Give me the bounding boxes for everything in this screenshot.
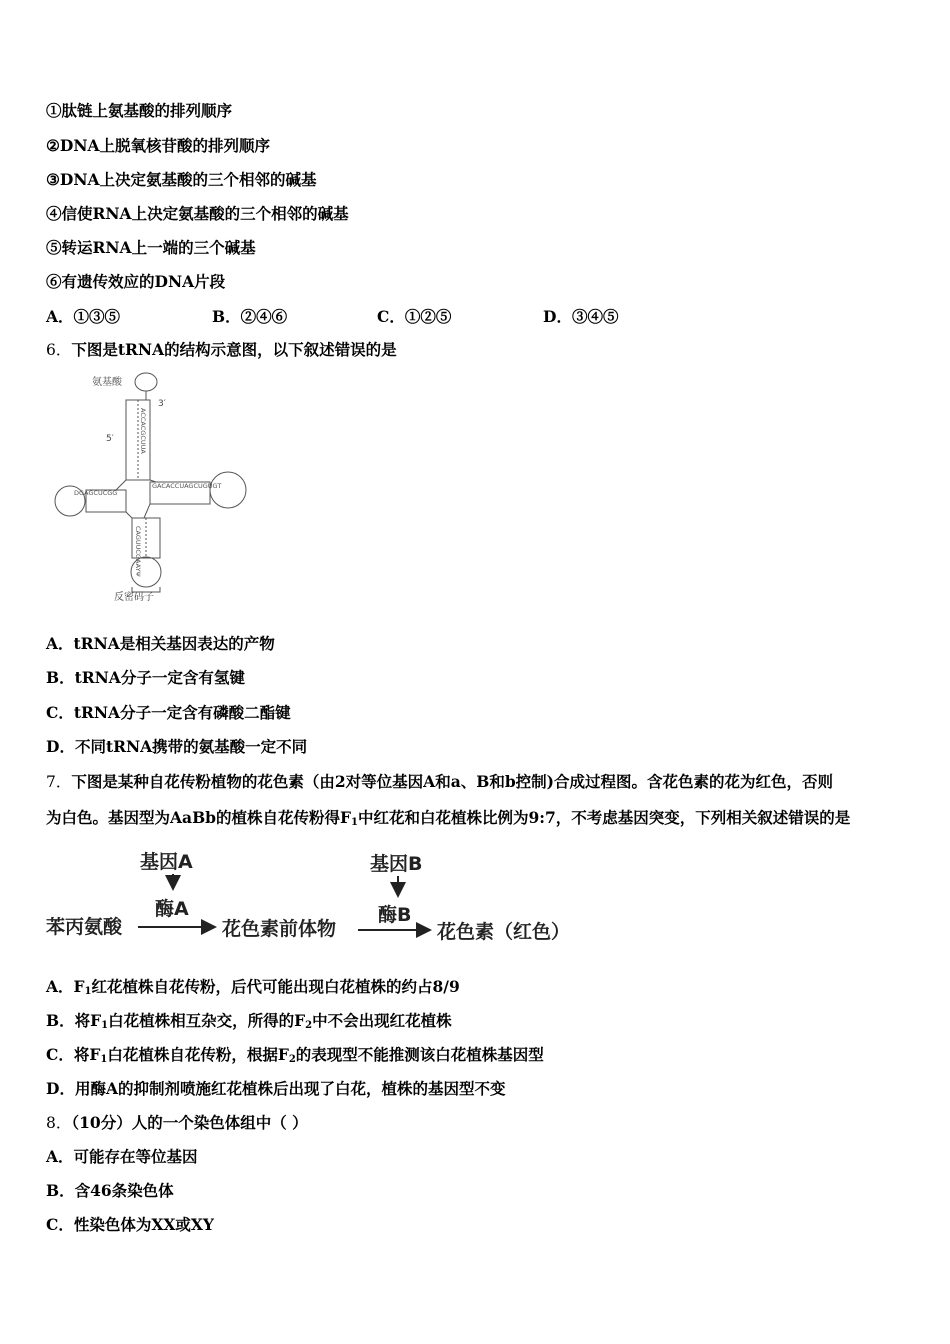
q5-item-2: ②DNA上脱氧核苷酸的排列顺序 [46,136,271,155]
q7-option-d: D．用酶A的抑制剂喷施红花植株后出现了白花，植株的基因型不变 [46,1079,506,1098]
q7-option-a-pre: A．F [46,977,85,996]
q7-option-b-mid: 白花植株相互杂交，所得的F [108,1011,306,1030]
q8-option-c: C．性染色体为XX或XY [46,1215,214,1234]
q5-item-6: ⑥有遗传效应的DNA片段 [46,272,226,291]
q8-number: 8． [46,1114,72,1132]
q7-option-c-sub: 1 [100,1054,108,1065]
q7-option-b-pre: B．将F [46,1011,102,1030]
q7-stem-line2-sub: 1 [351,817,358,828]
q5-item-4: ④信使RNA上决定氨基酸的三个相邻的碱基 [46,204,349,223]
q7-option-a-post: 红花植株自花传粉，后代可能出现白花植株的约占8/9 [91,977,460,996]
acceptor-stem-letters: ACCACGCUUA [139,408,147,454]
substrate-label: 苯丙氨酸 [46,916,123,938]
q7-option-c-sub2: 2 [288,1054,296,1065]
q7-option-c-post: 的表现型不能推测该白花植株基因型 [295,1045,544,1064]
anticodon-label: 反密码子 [114,592,154,603]
q5-option-d: D．③④⑤ [543,307,619,326]
q6-option-c: C．tRNA分子一定含有磷酸二酯键 [46,703,291,722]
q6-stem-text: 下图是tRNA的结构示意图，以下叙述错误的是 [71,340,397,359]
q7-number: 7． [46,773,72,791]
intermediate-label: 花色素前体物 [222,918,337,940]
q7-option-b [46,1011,452,1031]
end-5-label: 5′ [106,434,114,444]
q7-option-c-mid: 白花植株自花传粉，根据F [107,1045,289,1064]
q7-stem-line2-post: 中红花和白花植株比例为9:7，不考虑基因突变，下列相关叙述错误的是 [357,808,851,827]
q6-option-a: A．tRNA是相关基因表达的产物 [46,634,275,653]
q7-option-b-post: 中不会出现红花植株 [312,1011,452,1030]
q8-option-b: B．含46条染色体 [46,1181,174,1200]
q7-option-b-sub2: 2 [305,1020,313,1031]
q7-option-a-sub: 1 [84,986,92,997]
t-loop-letters: GACACCUAGCUGUGT [152,482,222,490]
q7-stem-line2-pre: 为白色。基因型为AaBb的植株自花传粉得F [46,808,352,827]
d-loop-letters: DGAGCUCGG [74,489,118,497]
q7-option-c [46,1045,544,1065]
q6-number: 6． [46,341,72,359]
q7-option-a [46,977,460,997]
q8-stem-text: （10分）人的一个染色体组中（ ） [71,1113,308,1132]
q7-stem-line2 [46,808,850,828]
anticodon-loop-letters: CAGUUCGAAYΨ [134,526,142,577]
trna-structure-figure [40,368,260,606]
pathway-diagram [40,842,600,954]
gene-b-label: 基因B [370,853,423,875]
product-label: 花色素（红色） [437,921,571,943]
q7-option-c-pre: C．将F [46,1045,101,1064]
q5-item-3: ③DNA上决定氨基酸的三个相邻的碱基 [46,170,317,189]
q5-option-c: C．①②⑤ [377,307,452,326]
q5-option-a: A．①③⑤ [46,307,121,326]
q6-option-b: B．tRNA分子一定含有氢键 [46,668,245,687]
q7-stem-line1 [46,772,833,792]
amino-acid-circle [135,373,157,391]
enzyme-b-label: 酶B [378,904,412,926]
enzyme-a-label: 酶A [155,898,189,920]
q6-stem [46,340,397,360]
gene-a-label: 基因A [140,851,193,873]
q5-item-1: ①肽链上氨基酸的排列顺序 [46,101,233,120]
q6-option-d: D．不同tRNA携带的氨基酸一定不同 [46,737,308,756]
t-loop [210,472,246,508]
q8-option-a: A．可能存在等位基因 [46,1147,198,1166]
q5-option-b: B．②④⑥ [212,307,288,326]
q7-option-b-sub: 1 [101,1020,109,1031]
q7-stem-line1-text: 下图是某种自花传粉植物的花色素（由2对等位基因A和a、B和b控制)合成过程图。含花色素的花为红色，否则 [71,772,834,791]
amino-acid-label: 氨基酸 [92,377,122,388]
q8-stem [46,1113,308,1133]
end-3-label: 3′ [158,399,166,409]
q5-item-5: ⑤转运RNA上一端的三个碱基 [46,238,256,257]
